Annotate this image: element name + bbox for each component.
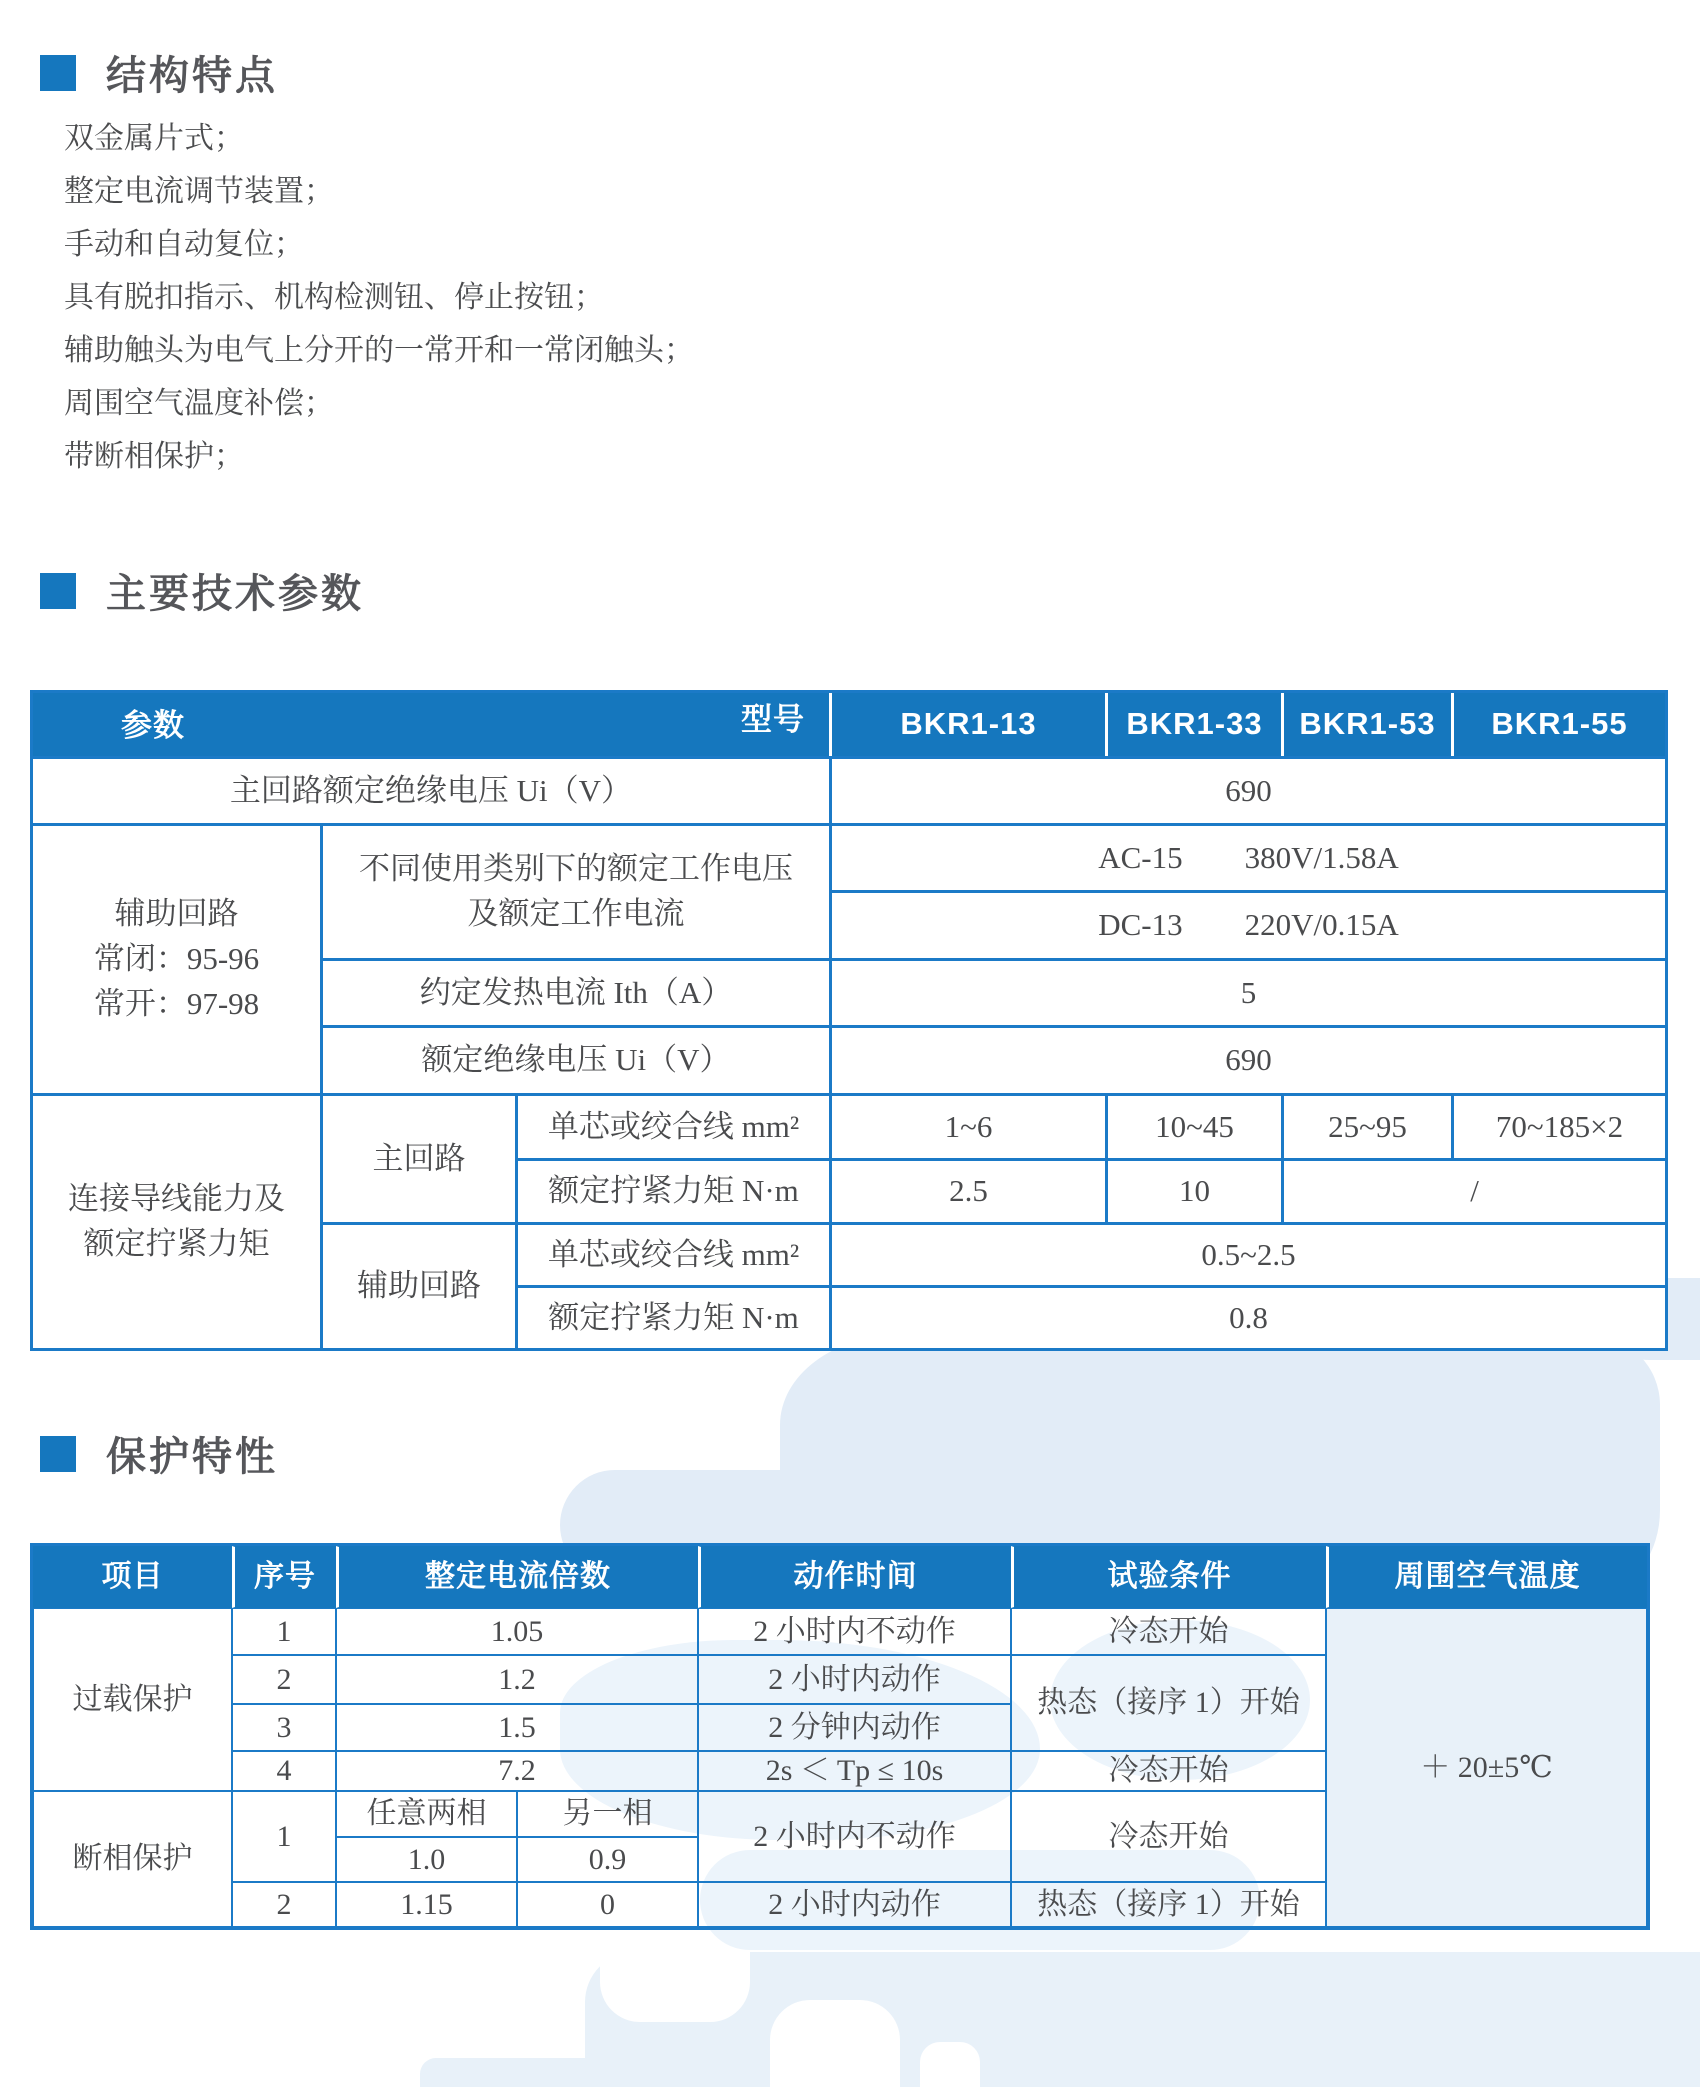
section-bullet-icon (40, 573, 76, 609)
feature-item: 辅助触头为电气上分开的一常开和一常闭触头； (64, 334, 694, 367)
aux-torque-label: 额定拧紧力矩 N·m (518, 1288, 829, 1348)
map-watermark-hole (920, 2042, 980, 2087)
corner-parameter-label: 参数 (121, 708, 185, 744)
phase-multiple: 1.0 (336, 1837, 517, 1882)
map-watermark-hole (600, 1952, 750, 2022)
aux-wire-value: 0.5~2.5 (832, 1225, 1665, 1285)
aux-circuit-group-label (33, 826, 320, 1093)
main-torque-value: / (1284, 1161, 1665, 1222)
usage-category-label (323, 826, 829, 958)
section-title-protection: 保护特性 (106, 1435, 278, 1479)
feature-item: 整定电流调节装置； (64, 175, 334, 208)
phase-sub-header-two-phases: 任意两相 (336, 1791, 517, 1837)
test-condition: 冷态开始 (1011, 1751, 1326, 1791)
feature-list (64, 112, 694, 483)
section-header-parameters (40, 562, 364, 619)
phase-sub-header-other-phase: 另一相 (517, 1791, 698, 1837)
main-wire-value: 10~45 (1108, 1096, 1281, 1158)
dc-rating-value: DC-13 220V/0.15A (832, 893, 1665, 958)
main-wire-label: 单芯或绞合线 mm² (518, 1096, 829, 1158)
col-header-test-condition: 试验条件 (1011, 1546, 1326, 1608)
current-multiple: 7.2 (336, 1751, 698, 1791)
aux-torque-value: 0.8 (832, 1288, 1665, 1348)
main-wire-value: 1~6 (832, 1096, 1105, 1158)
feature-item: 双金属片式； (64, 122, 244, 155)
ac-rating-value: AC-15 380V/1.58A (832, 826, 1665, 890)
current-multiple: 1.05 (336, 1608, 698, 1655)
phase-multiple: 0 (517, 1882, 698, 1927)
section-title-parameters: 主要技术参数 (106, 572, 364, 616)
connection-group-label (33, 1096, 320, 1348)
phase-multiple: 0.9 (517, 1837, 698, 1882)
row-no: 1 (232, 1791, 336, 1882)
map-watermark-hole (770, 2000, 900, 2087)
overload-group-label: 过载保护 (33, 1608, 232, 1791)
col-header-item: 项目 (33, 1546, 232, 1608)
section-header-features (40, 44, 278, 101)
row-no: 2 (232, 1655, 336, 1704)
action-time: 2 分钟内动作 (698, 1704, 1011, 1751)
main-torque-value: 10 (1108, 1161, 1281, 1222)
test-condition: 冷态开始 (1011, 1791, 1326, 1882)
usage-label-line: 及额定工作电流 (467, 896, 685, 931)
aux-ui-label: 额定绝缘电压 Ui（V） (323, 1028, 829, 1093)
action-time: 2s ＜ Tp ≤ 10s (698, 1751, 1011, 1791)
ambient-temperature-value: ＋ 20±5℃ (1326, 1608, 1647, 1927)
row-no: 4 (232, 1751, 336, 1791)
action-time: 2 小时内动作 (698, 1655, 1011, 1704)
main-torque-label: 额定拧紧力矩 N·m (518, 1161, 829, 1222)
aux-ui-value: 690 (832, 1028, 1665, 1093)
main-ui-value: 690 (832, 759, 1665, 823)
feature-item: 具有脱扣指示、机构检测钮、停止按钮； (64, 281, 604, 314)
action-time: 2 小时内动作 (698, 1882, 1011, 1927)
col-header-no: 序号 (232, 1546, 336, 1608)
test-condition: 热态（接序 1）开始 (1011, 1655, 1326, 1751)
current-multiple: 1.2 (336, 1655, 698, 1704)
ith-label: 约定发热电流 Ith（A） (323, 961, 829, 1025)
current-multiple: 1.5 (336, 1704, 698, 1751)
action-time: 2 小时内不动作 (698, 1791, 1011, 1882)
col-header-action-time: 动作时间 (698, 1546, 1011, 1608)
feature-item: 周围空气温度补偿； (64, 387, 334, 420)
main-torque-value: 2.5 (832, 1161, 1105, 1222)
corner-model-label: 型号 (741, 702, 805, 737)
row-no: 1 (232, 1608, 336, 1655)
aux-circuit-label: 辅助回路 (323, 1225, 515, 1348)
section-header-protection (40, 1425, 278, 1482)
usage-label-line: 不同使用类别下的额定工作电压 (359, 851, 793, 887)
model-header-bkr1-55: BKR1-55 (1454, 693, 1665, 756)
corner-header-cell (33, 693, 829, 756)
feature-item: 带断相保护； (64, 440, 244, 473)
phase-multiple: 1.15 (336, 1882, 517, 1927)
main-circuit-label: 主回路 (323, 1096, 515, 1222)
section-bullet-icon (40, 55, 76, 91)
model-header-bkr1-13: BKR1-13 (832, 693, 1105, 756)
aux-group-line: 常开：97-98 (93, 985, 260, 1021)
aux-group-line: 辅助回路 (114, 896, 239, 932)
row-no: 2 (232, 1882, 336, 1927)
main-ui-label: 主回路额定绝缘电压 Ui（V） (33, 759, 829, 823)
aux-wire-label: 单芯或绞合线 mm² (518, 1225, 829, 1285)
section-bullet-icon (40, 1436, 76, 1472)
action-time: 2 小时内不动作 (698, 1608, 1011, 1655)
map-watermark-band (585, 1952, 1700, 2087)
col-header-current-multiple: 整定电流倍数 (336, 1546, 698, 1608)
main-wire-value: 25~95 (1284, 1096, 1451, 1158)
test-condition: 冷态开始 (1011, 1608, 1326, 1655)
col-header-ambient-temp: 周围空气温度 (1326, 1546, 1647, 1608)
feature-item: 手动和自动复位； (64, 228, 304, 261)
test-condition: 热态（接序 1）开始 (1011, 1882, 1326, 1927)
map-watermark-band (420, 2058, 680, 2087)
phase-loss-group-label: 断相保护 (33, 1791, 232, 1927)
aux-group-line: 常闭：95-96 (93, 941, 260, 977)
protection-table (30, 1543, 1650, 1930)
main-wire-value: 70~185×2 (1454, 1096, 1665, 1158)
connection-group-line: 连接导线能力及 (68, 1181, 285, 1217)
row-no: 3 (232, 1704, 336, 1751)
connection-group-line: 额定拧紧力矩 (83, 1226, 270, 1261)
model-header-bkr1-33: BKR1-33 (1108, 693, 1281, 756)
map-watermark-blob (850, 1355, 1150, 1565)
section-title-features: 结构特点 (106, 54, 278, 98)
ith-value: 5 (832, 961, 1665, 1025)
model-header-bkr1-53: BKR1-53 (1284, 693, 1451, 756)
parameters-table (30, 690, 1668, 1351)
